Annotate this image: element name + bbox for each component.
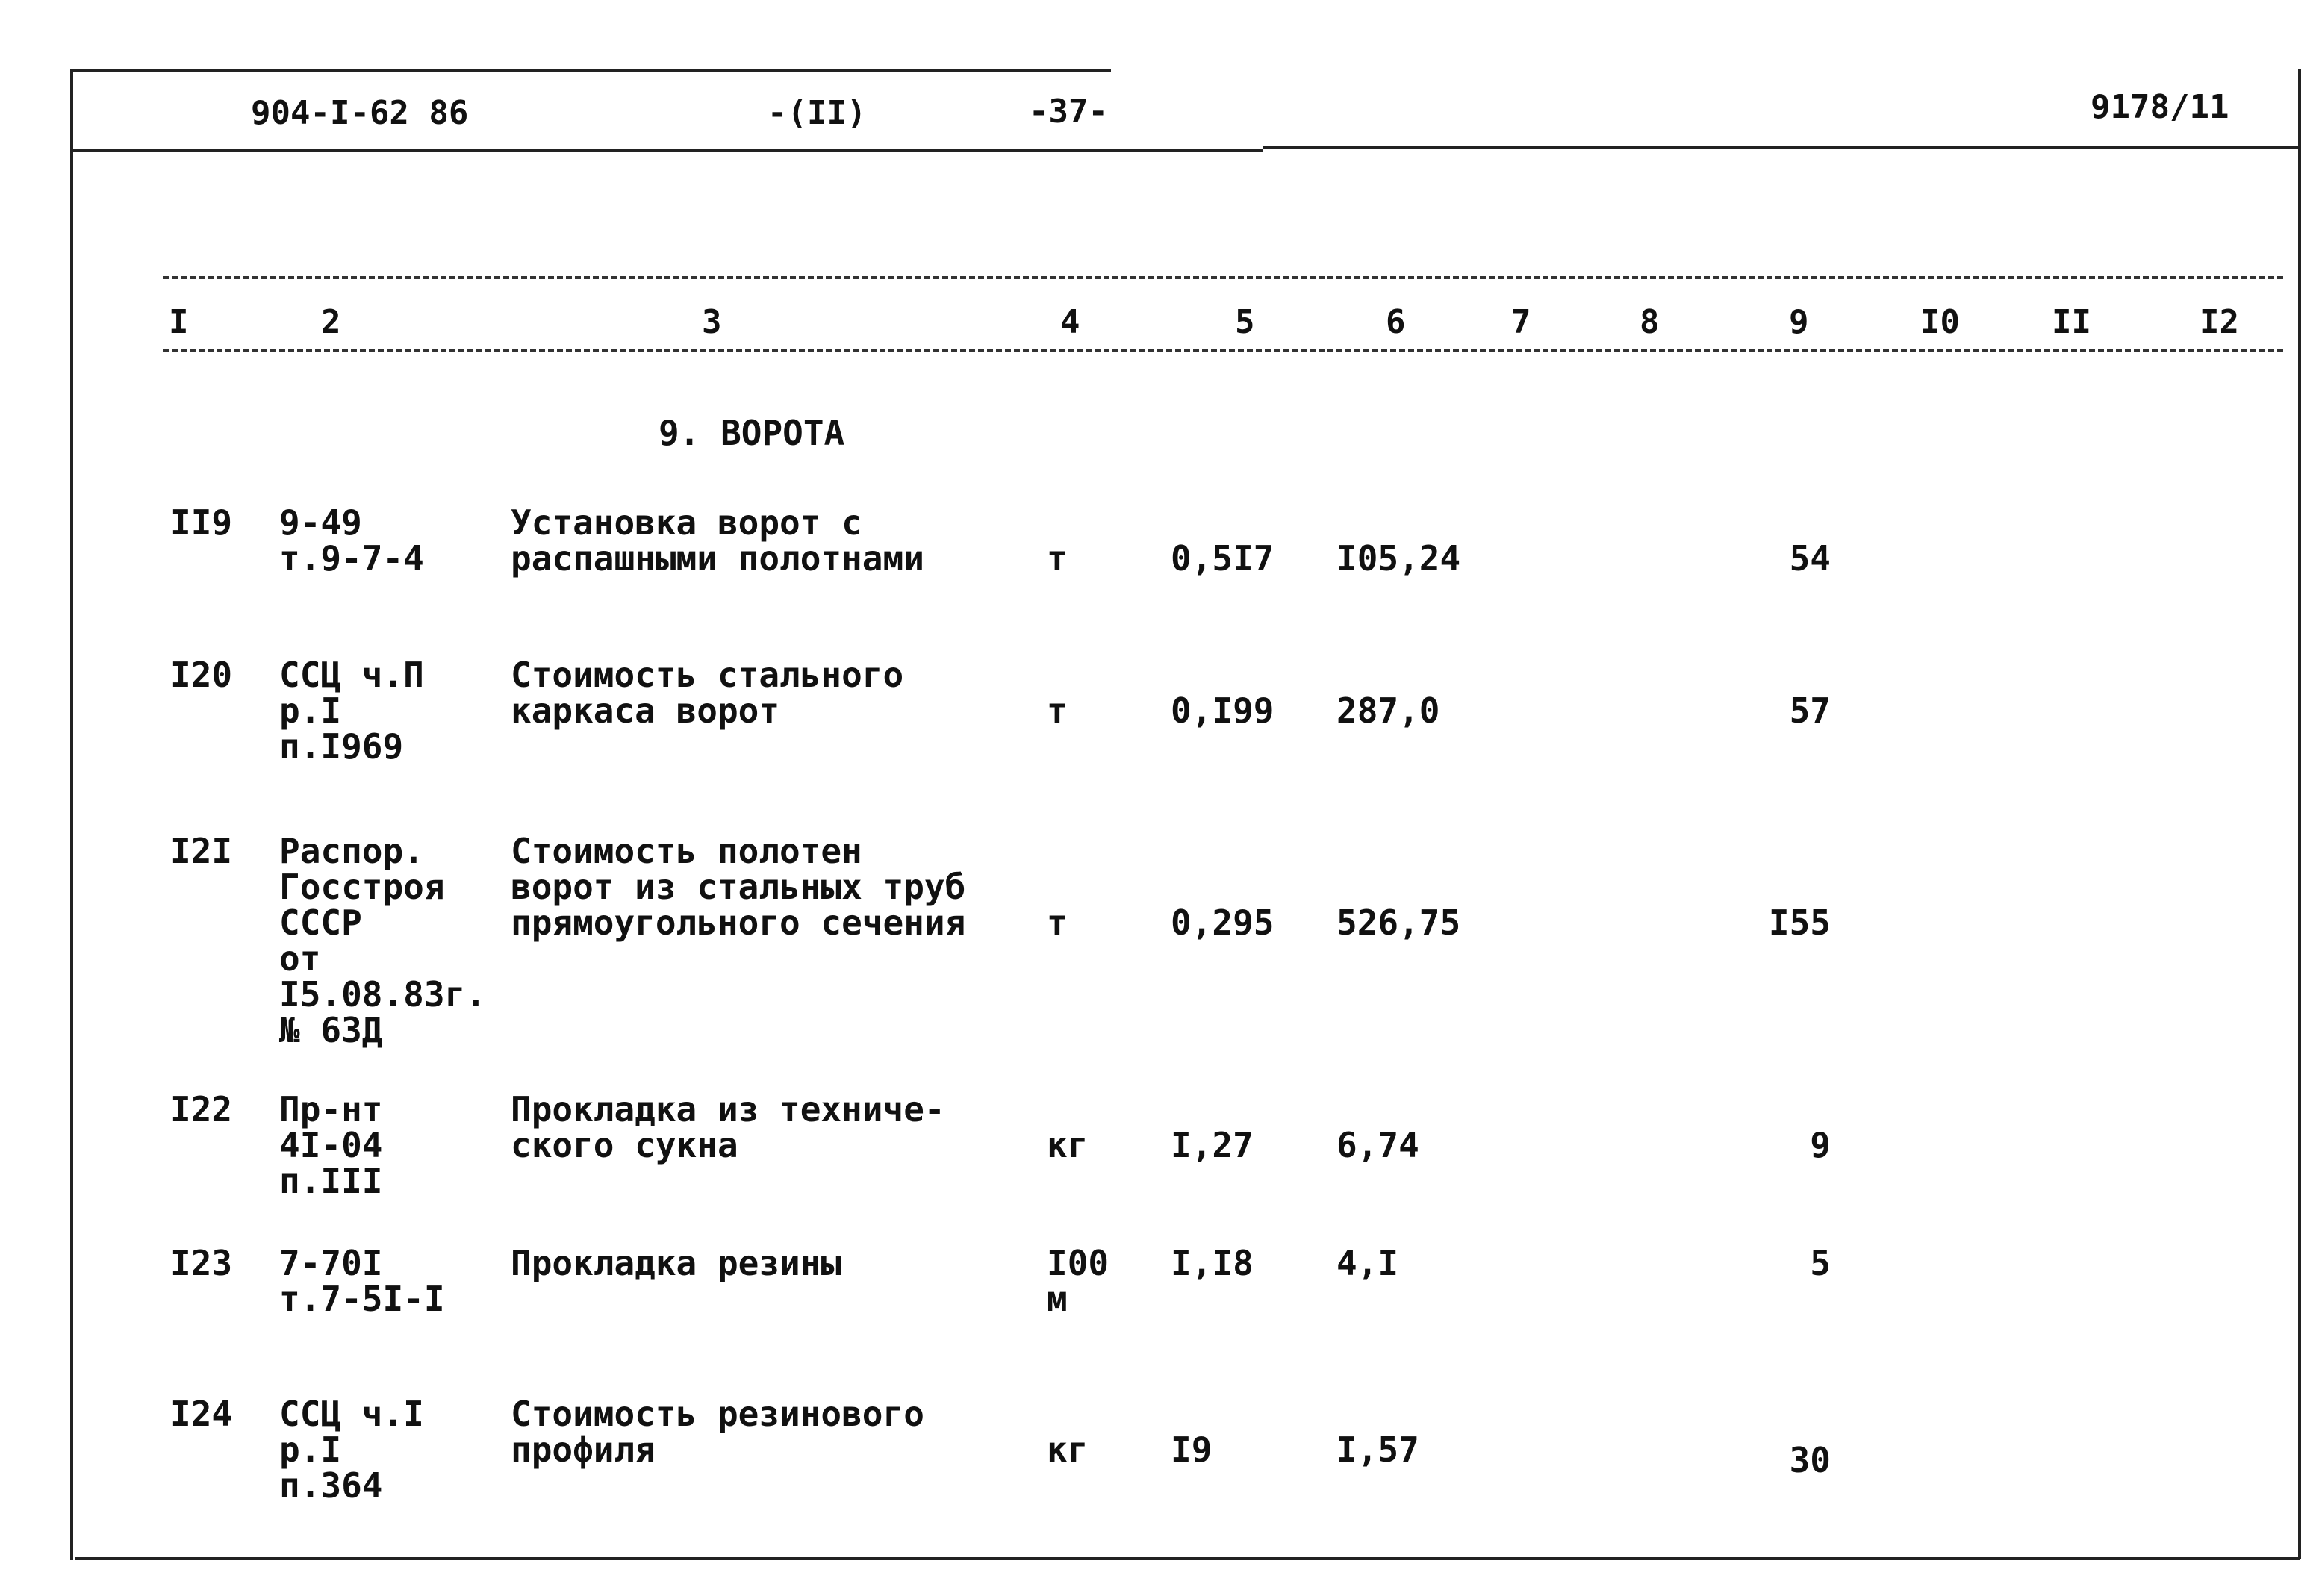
basis-reference-line: ССЦ ч.П xyxy=(279,655,424,695)
unit-of-measure-line: т xyxy=(1047,903,1068,943)
basis-reference-line: 4I-04 xyxy=(279,1125,383,1165)
work-description xyxy=(511,833,965,941)
unit-of-measure-line: кг xyxy=(1047,1430,1089,1470)
basis-reference xyxy=(279,655,424,767)
unit-price: 6,74 xyxy=(1336,1125,1419,1165)
unit-price: I,57 xyxy=(1336,1430,1419,1470)
col-10: I0 xyxy=(1920,303,1960,341)
col-6: 6 xyxy=(1386,303,1406,341)
work-description-line: Стоимость стального xyxy=(511,655,904,695)
col-2: 2 xyxy=(321,303,341,341)
quantity: I,I8 xyxy=(1171,1243,1254,1283)
unit-price: 287,0 xyxy=(1336,691,1440,731)
basis-reference-line: т.7-5I-I xyxy=(279,1279,445,1319)
basis-reference xyxy=(279,1245,445,1317)
sheet-number: 9178/11 xyxy=(2091,88,2229,126)
doc-code: 904-I-62 86 xyxy=(251,94,469,132)
basis-reference-line: р.I xyxy=(279,1430,342,1470)
total-cost: 9 xyxy=(1810,1125,1831,1165)
basis-reference-line: п.364 xyxy=(279,1465,383,1506)
unit-price: I05,24 xyxy=(1336,538,1461,579)
basis-reference-line: 9-49 xyxy=(279,502,362,543)
row-number: I22 xyxy=(170,1089,233,1129)
col-1: I xyxy=(169,303,189,341)
work-description-line: Установка ворот с xyxy=(511,502,862,543)
col-8: 8 xyxy=(1640,303,1660,341)
unit-of-measure-line: м xyxy=(1047,1279,1068,1319)
column-strip-bottom-dash xyxy=(163,349,2283,352)
unit-of-measure xyxy=(1047,905,1068,941)
header-rule-left xyxy=(70,149,1263,152)
basis-reference-line: Пр-нт xyxy=(279,1089,383,1129)
unit-price: 4,I xyxy=(1336,1243,1399,1283)
work-description xyxy=(511,1091,945,1163)
work-description xyxy=(511,1245,841,1281)
frame-right-border xyxy=(2298,69,2301,1559)
work-description xyxy=(511,1396,924,1468)
work-description-line: профиля xyxy=(511,1430,656,1470)
basis-reference-line: от xyxy=(279,938,321,979)
quantity: I9 xyxy=(1171,1430,1213,1470)
total-cost: 30 xyxy=(1789,1440,1831,1481)
total-cost: I55 xyxy=(1768,903,1831,943)
unit-of-measure-line: т xyxy=(1047,691,1068,731)
work-description-line: Прокладка резины xyxy=(511,1243,842,1283)
col-12: I2 xyxy=(2200,303,2239,341)
frame-left-border xyxy=(70,69,73,1560)
quantity: 0,I99 xyxy=(1171,691,1274,731)
total-cost: 5 xyxy=(1810,1243,1831,1283)
quantity: 0,5I7 xyxy=(1171,538,1274,579)
basis-reference-line: № 63Д xyxy=(279,1010,383,1050)
unit-of-measure-line: I00 xyxy=(1047,1243,1109,1283)
work-description-line: распашными полотнами xyxy=(511,538,924,579)
basis-reference xyxy=(279,833,486,1048)
work-description-line: каркаса ворот xyxy=(511,691,780,731)
basis-reference-line: 7-70I xyxy=(279,1243,383,1283)
unit-of-measure xyxy=(1047,1432,1088,1468)
unit-of-measure-line: кг xyxy=(1047,1125,1089,1165)
quantity: 0,295 xyxy=(1171,903,1274,943)
basis-reference xyxy=(279,502,424,579)
total-cost: 57 xyxy=(1789,691,1831,731)
quantity: I,27 xyxy=(1171,1125,1254,1165)
unit-of-measure xyxy=(1047,1245,1109,1317)
work-description-line: Прокладка из техниче- xyxy=(511,1089,945,1129)
total-cost: 54 xyxy=(1789,538,1831,579)
page-number: -37- xyxy=(1029,93,1108,131)
basis-reference-line: I5.08.83г. xyxy=(279,974,486,1014)
basis-reference-line: Распор. xyxy=(279,831,424,871)
basis-reference-line: р.I xyxy=(279,691,342,731)
row-number: I2I xyxy=(170,831,233,871)
unit-of-measure xyxy=(1047,693,1068,729)
work-description-line: Стоимость полотен xyxy=(511,831,862,871)
col-7: 7 xyxy=(1511,303,1531,341)
basis-reference-line: п.III xyxy=(279,1161,383,1201)
col-9: 9 xyxy=(1789,303,1809,341)
work-description xyxy=(511,502,924,579)
section-code: -(II) xyxy=(768,94,867,132)
work-description-line: ского сукна xyxy=(511,1125,738,1165)
col-11: II xyxy=(2052,303,2091,341)
row-number: II9 xyxy=(170,502,233,543)
col-5: 5 xyxy=(1235,303,1255,341)
work-description-line: ворот из стальных труб xyxy=(511,867,966,907)
work-description-line: Стоимость резинового xyxy=(511,1394,924,1434)
basis-reference-line: т.9-7-4 xyxy=(279,538,424,579)
basis-reference-line: п.I969 xyxy=(279,726,404,767)
col-3: 3 xyxy=(702,303,722,341)
unit-of-measure xyxy=(1047,1127,1088,1163)
unit-price: 526,75 xyxy=(1336,903,1461,943)
column-strip-top-dash xyxy=(163,276,2283,279)
unit-of-measure xyxy=(1047,538,1068,579)
unit-of-measure-line: т xyxy=(1047,538,1068,579)
work-description-line: прямоугольного сечения xyxy=(511,903,966,943)
row-number: I23 xyxy=(170,1243,233,1283)
section-title: 9. ВОРОТА xyxy=(659,413,845,453)
row-number: I20 xyxy=(170,655,233,695)
header-rule-right xyxy=(1263,146,2301,149)
col-4: 4 xyxy=(1060,303,1080,341)
basis-reference xyxy=(279,1091,382,1199)
basis-reference-line: СССР xyxy=(279,903,362,943)
row-number: I24 xyxy=(170,1394,233,1434)
basis-reference-line: ССЦ ч.I xyxy=(279,1394,424,1434)
work-description xyxy=(511,657,903,729)
basis-reference-line: Госстроя xyxy=(279,867,445,907)
basis-reference xyxy=(279,1394,424,1506)
frame-bottom-border xyxy=(75,1557,2300,1560)
frame-top-border xyxy=(70,69,1111,72)
